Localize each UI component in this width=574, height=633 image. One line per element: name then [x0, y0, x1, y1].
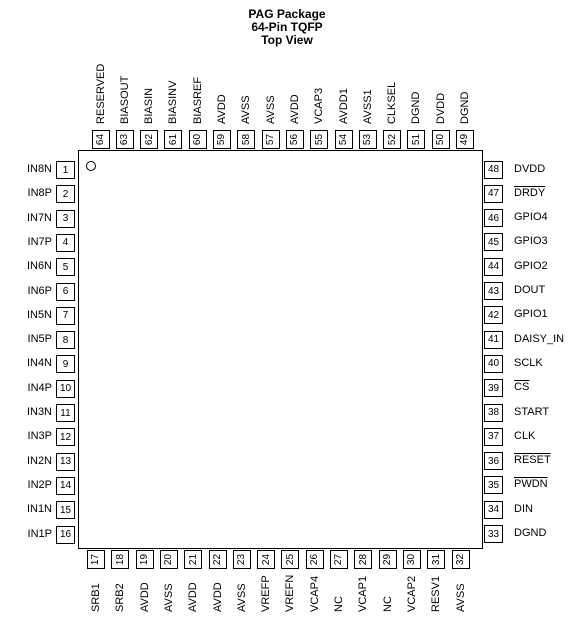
- pin-number-box: [257, 550, 275, 569]
- pin-label: VCAP4: [308, 575, 321, 612]
- pin-number-box: [432, 130, 450, 149]
- pin-label: SRB2: [114, 583, 127, 612]
- pin-number-box: [484, 476, 503, 494]
- pin-number: 42: [487, 309, 500, 321]
- pin-label: DOUT: [514, 284, 546, 296]
- pin-number-box: [87, 550, 105, 569]
- pin-number: 64: [95, 133, 106, 146]
- pin-number-box: [56, 258, 75, 276]
- pin-number: 13: [59, 456, 72, 468]
- pin-number-box: [160, 550, 178, 569]
- pin-label: AVSS: [162, 583, 175, 612]
- pin-number: 50: [435, 133, 447, 146]
- pin-number-box: [359, 130, 377, 149]
- pin-number-box: [56, 307, 75, 325]
- pin-number-box: [484, 501, 503, 519]
- pin-number: 32: [455, 553, 466, 566]
- pin-label: IN8P: [27, 187, 52, 200]
- pin-label: VREFN: [284, 574, 297, 612]
- pin-label: IN4P: [27, 381, 52, 394]
- pin-number-box: [111, 550, 129, 569]
- pin-number-box: [484, 525, 503, 543]
- pin-number-box: [237, 130, 255, 149]
- pin-number-box: [56, 404, 75, 422]
- pin-label: RESET: [514, 454, 551, 467]
- pin-label: DIN: [514, 502, 533, 515]
- pin-label: BIASINV: [167, 80, 180, 124]
- pin-number: 48: [487, 164, 500, 175]
- pin-label: IN3P: [27, 430, 52, 443]
- pin-label: NC: [333, 596, 345, 612]
- pin-label: IN2N: [26, 454, 52, 467]
- pin-number-box: [383, 130, 401, 149]
- pin-number: 7: [62, 310, 69, 322]
- pin-label: IN6N: [26, 260, 52, 273]
- pin-label: START: [514, 405, 550, 418]
- pin-label: DGND: [514, 527, 547, 539]
- title-pin-count: 64-Pin TQFP: [251, 20, 323, 34]
- pin-label: IN3N: [26, 406, 52, 418]
- pin-number-box: [56, 210, 75, 228]
- pin-number: 4: [62, 237, 69, 249]
- pin-number: 19: [139, 553, 151, 566]
- pin-number: 6: [62, 286, 69, 297]
- chip-body: [78, 150, 483, 549]
- pin-number-box: [56, 380, 75, 398]
- pin-label: IN1P: [27, 527, 52, 540]
- pin-label: DRDY: [514, 186, 546, 199]
- pin-label: IN5P: [27, 333, 52, 346]
- pin-number-box: [184, 550, 202, 569]
- pin-number: 55: [313, 133, 325, 146]
- pin-number: 14: [59, 480, 72, 492]
- pin-number-box: [484, 452, 503, 470]
- pin-number: 37: [487, 431, 500, 443]
- pin-number-box: [484, 233, 503, 251]
- pin-number: 38: [487, 407, 500, 418]
- pin-number: 34: [487, 504, 500, 516]
- pin-number-box: [484, 282, 503, 300]
- pin-number: 40: [487, 358, 500, 370]
- diagram-title: [0, 8, 574, 47]
- pin-label: AVSS: [235, 583, 248, 612]
- pin-number-box: [136, 550, 154, 569]
- pin-label: AVDD: [288, 94, 301, 124]
- pin-number-box: [407, 130, 425, 149]
- pin-number: 23: [236, 553, 248, 566]
- pin-number: 53: [362, 133, 374, 146]
- pin-number-box: [56, 477, 75, 495]
- pin-label: BIASIN: [143, 87, 156, 124]
- pin-number: 35: [487, 479, 500, 491]
- pin-number: 44: [487, 261, 500, 273]
- pin-number-box: [56, 161, 75, 179]
- pin-label: VCAP2: [405, 575, 418, 612]
- pin-label: DVDD: [434, 92, 447, 124]
- pin-label: GPIO3: [514, 235, 548, 248]
- pin-number-box: [56, 355, 75, 373]
- pin-label: IN1N: [26, 503, 52, 516]
- pin-number: 21: [187, 553, 199, 566]
- pin-number-box: [306, 550, 324, 569]
- pin-number: 26: [309, 553, 321, 566]
- pin-number: 18: [114, 553, 126, 566]
- pin-label: AVSS: [454, 583, 467, 612]
- pin-number-box: [56, 453, 75, 471]
- pin1-marker-icon: [86, 161, 96, 171]
- pin-number: 28: [357, 553, 369, 566]
- pin-label: AVDD: [211, 582, 224, 612]
- pin-label: CLKSEL: [386, 81, 399, 124]
- pin-label: BIASOUT: [118, 75, 131, 124]
- pin-number: 54: [338, 133, 349, 146]
- pin-number: 16: [59, 529, 72, 540]
- pin-number-box: [484, 209, 503, 227]
- pin-label: VREFP: [260, 575, 273, 612]
- pin-label: SRB1: [90, 583, 102, 612]
- pin-number: 12: [59, 431, 72, 443]
- pin-label: DGND: [459, 91, 471, 124]
- pin-number-box: [484, 185, 503, 203]
- pin-label: AVSS: [240, 95, 253, 124]
- pin-label: DVDD: [514, 162, 546, 175]
- pin-number: 63: [119, 133, 131, 146]
- pin-label: AVSS: [264, 95, 277, 124]
- pin-number: 30: [406, 553, 418, 566]
- pin-number: 9: [62, 358, 69, 370]
- pin-number-box: [213, 130, 231, 149]
- pin-number-box: [116, 130, 134, 149]
- pin-number-box: [484, 379, 503, 397]
- pin-number: 27: [333, 553, 345, 566]
- pin-number-box: [484, 404, 503, 422]
- pin-number: 43: [487, 285, 500, 297]
- pin-label: AVDD: [216, 94, 228, 124]
- pin-label: IN4N: [26, 357, 52, 370]
- pin-label: NC: [381, 596, 394, 612]
- pin-number-box: [233, 550, 251, 569]
- pin-number-box: [209, 550, 227, 569]
- pin-number-box: [452, 550, 470, 569]
- pin-label: GPIO4: [514, 211, 548, 224]
- pin-number-box: [484, 306, 503, 324]
- pin-number: 20: [163, 553, 175, 566]
- pin-number: 36: [487, 455, 500, 467]
- pin-number: 49: [459, 133, 471, 146]
- pin-label: IN2P: [27, 478, 52, 491]
- pin-label: PWDN: [514, 478, 548, 491]
- pin-number: 17: [90, 553, 102, 566]
- pin-number-box: [286, 130, 304, 149]
- pin-number-box: [484, 161, 503, 179]
- pin-number: 41: [487, 334, 500, 346]
- pin-label: IN7P: [27, 235, 52, 248]
- pin-number: 59: [216, 133, 228, 146]
- pin-label: GPIO2: [514, 259, 548, 272]
- pin-number: 62: [143, 133, 155, 146]
- pin-label: RESERVED: [94, 63, 107, 124]
- pin-number-box: [484, 331, 503, 349]
- pin-number: 8: [62, 334, 69, 346]
- pin-number: 33: [487, 528, 500, 540]
- pin-label: AVDD1: [337, 88, 350, 124]
- pin-label: DGND: [410, 91, 423, 124]
- pin-number: 10: [59, 383, 72, 395]
- pin-label: BIASREF: [191, 76, 204, 124]
- pin-number: 61: [167, 133, 179, 146]
- pin-number: 15: [59, 504, 72, 516]
- pin-number: 29: [382, 553, 394, 566]
- pin-number-box: [281, 550, 299, 569]
- pin-number-box: [140, 130, 158, 149]
- pin-number: 1: [62, 164, 69, 176]
- pin-number: 52: [386, 133, 398, 146]
- pin-label: DAISY_IN: [514, 332, 565, 345]
- pin-number-box: [56, 331, 75, 349]
- pin-label: IN8N: [26, 163, 52, 175]
- pin-label: VCAP1: [357, 575, 370, 612]
- pin-number-box: [56, 234, 75, 252]
- pin-label: IN6P: [27, 284, 52, 297]
- pin-number-box: [330, 550, 348, 569]
- pin-number: 31: [430, 553, 442, 566]
- pin-number-box: [56, 428, 75, 446]
- pin-label: $\overline{CS}$: [514, 381, 530, 394]
- pin-number: 11: [60, 407, 71, 419]
- pin-number-box: [92, 130, 110, 149]
- pin-label: AVDD: [187, 582, 200, 612]
- pin-number-box: [379, 550, 397, 569]
- pin-number-box: [56, 283, 75, 301]
- pin-number-box: [484, 428, 503, 446]
- pin-number-box: [56, 501, 75, 519]
- pin-number: 45: [487, 236, 500, 248]
- pin-label: RESV1: [430, 575, 443, 612]
- pin-number: 58: [240, 133, 252, 146]
- pin-label: CLK: [514, 429, 536, 442]
- pin-number-box: [164, 130, 182, 149]
- pin-label: IN5N: [26, 308, 52, 321]
- pin-number: 46: [487, 212, 500, 224]
- pin-number: 57: [265, 133, 277, 146]
- title-package: PAG Package: [248, 7, 326, 21]
- pin-number-box: [56, 185, 75, 203]
- pin-number-box: [354, 550, 372, 569]
- pin-number: 5: [62, 261, 69, 273]
- title-view: Top View: [261, 33, 313, 47]
- pin-label: AVDD: [138, 582, 151, 612]
- pin-number: 47: [487, 188, 500, 200]
- pin-number: 39: [487, 382, 500, 394]
- pin-number: 24: [260, 553, 272, 566]
- pin-number-box: [484, 355, 503, 373]
- pin-number-box: [335, 130, 353, 149]
- pin-number-box: [427, 550, 445, 569]
- pin-number: 51: [410, 133, 422, 146]
- pin-number: 22: [212, 553, 223, 566]
- pin-number: 3: [62, 213, 69, 225]
- pin-number: 2: [62, 188, 69, 200]
- pin-number: 60: [192, 133, 204, 146]
- pin-label: AVSS1: [361, 89, 374, 124]
- pin-number-box: [262, 130, 280, 149]
- pin-label: VCAP3: [313, 87, 326, 124]
- pin-label: IN7N: [26, 211, 52, 224]
- pin-number-box: [484, 258, 503, 276]
- pin-number-box: [403, 550, 421, 569]
- pin-label: SCLK: [514, 356, 543, 369]
- pin-label: GPIO1: [514, 308, 548, 321]
- pin-number: 25: [284, 553, 296, 566]
- pin-number-box: [189, 130, 207, 149]
- pin-number-box: [310, 130, 328, 149]
- pin-number-box: [56, 526, 75, 544]
- pin-number: 56: [289, 133, 301, 146]
- pin-number-box: [456, 130, 474, 149]
